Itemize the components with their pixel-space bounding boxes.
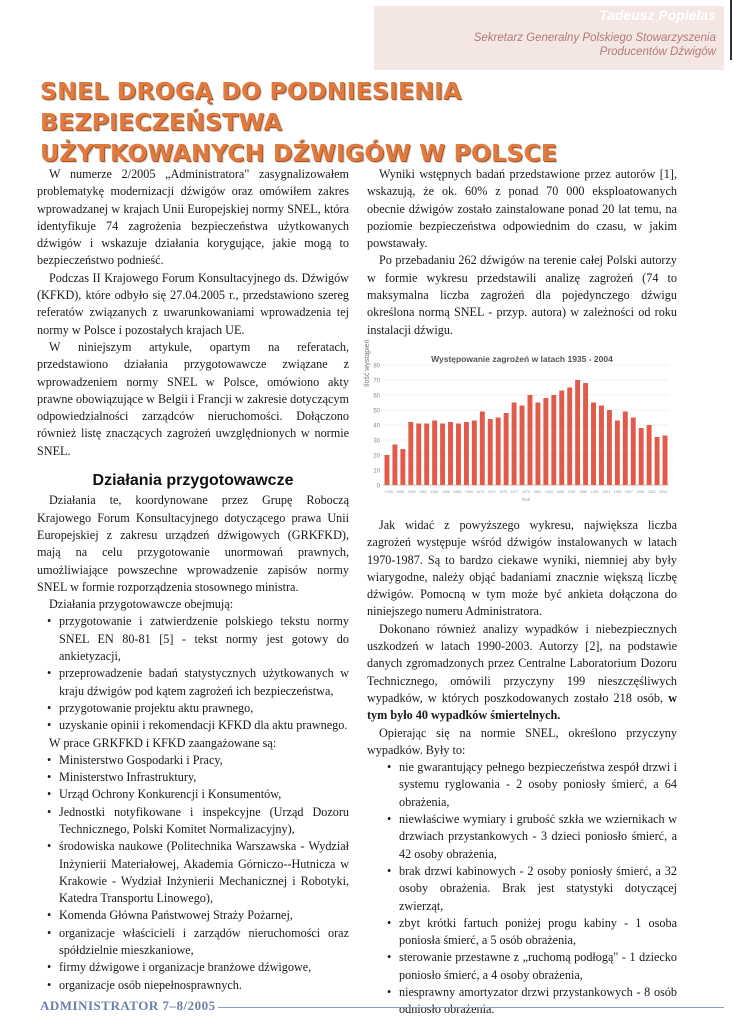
paragraph: Podczas II Krajowego Forum Konsultacyjnego ds. Dźwigów (KFKD), które odbyło się 27.04.2005 r., przedstawiono szereg referatów związanych z uwarunkowaniami wprowadzenia tej normy w Polsce i pozostałych krajach UE. — [37, 270, 349, 337]
chart-bar — [392, 444, 397, 485]
chart-x-tick-label: 1979 — [522, 489, 530, 494]
chart-x-tick-label: 1985 — [556, 489, 565, 494]
author-role-line1: Sekretarz Generalny Polskiego Stowarzyszenia — [473, 32, 716, 44]
chart-x-tick-label: 1966 — [441, 489, 450, 494]
article-title-line2: UŻYTKOWANYCH DŹWIGÓW W POLSCE — [40, 139, 558, 167]
paragraph: Wyniki wstępnych badań przedstawione przez autorów [1], wskazują, że ok. 60% z ponad 70 000 eksploatowanych obecnie dźwigów zostało zainstalowane ponad 20 lat temu, na poziomie bezpieczeństwa odpowiednim do czasu, w jakim powstawały. — [367, 167, 677, 251]
chart-bar — [647, 425, 652, 485]
chart-x-tick-label: 1991 — [590, 489, 599, 494]
chart-bar — [416, 423, 421, 485]
chart-y-tick-label: 40 — [373, 423, 380, 430]
chart-x-tick-label: 1999 — [636, 489, 645, 494]
author-role-line2: Producentów Dźwigów — [599, 46, 716, 58]
chart-bar — [464, 422, 469, 485]
chart-y-tick-label: 60 — [373, 393, 380, 400]
chart-x-tick-label: 1987 — [567, 489, 576, 494]
chart-x-tick-label: 1983 — [544, 489, 553, 494]
list-item: • Ministerstwo Infrastruktury, — [37, 769, 349, 786]
paragraph: Po przebadaniu 262 dźwigów na terenie całej Polski autorzy w formie wykresu przedstawili analizę zagrożeń (74 to maksymalna liczba zagrożeń dla pojedynczego dźwigu określona normą SNEL - przyp. autora) w zależności od roku instalacji dźwigu. — [367, 253, 677, 337]
paragraph: W prace GRKFKD i KFKD zaangażowane są: — [49, 735, 277, 750]
chart-x-tick-label: 1975 — [499, 489, 508, 494]
chart-bar — [623, 411, 628, 485]
list-item: • sterowanie przestawne z „ruchomą podłogą" - 1 dziecko poniosło śmierć, a 4 osoby obrażenia, — [377, 949, 677, 984]
paragraph: Działania przygotowawcze obejmują: — [49, 597, 234, 612]
chart-bar — [559, 390, 564, 485]
chart-bar — [663, 435, 668, 485]
chart-x-tick-label: 1977 — [510, 489, 519, 494]
chart-x-tick-label: 1971 — [476, 489, 485, 494]
chart-bar — [456, 423, 461, 485]
chart-x-tick-label: 1973 — [487, 489, 496, 494]
chart-bar — [400, 449, 405, 485]
page-edge-mark — [730, 0, 732, 60]
chart-y-tick-label: 70 — [373, 378, 380, 385]
fatal-accidents-emphasis: w tym było 40 wypadków śmiertelnych. — [367, 690, 677, 723]
chart-x-tick-label: 2004 — [659, 489, 668, 494]
chart-y-tick-label: 30 — [373, 438, 380, 445]
left-column — [37, 166, 349, 994]
list-item: • przeprowadzenie badań statystycznych użytkowanych w kraju dźwigów pod kątem zagrożeń ich bezpieczeństwa, — [37, 665, 349, 700]
chart-y-tick-label: 10 — [373, 468, 380, 475]
list-item: • niesprawny amortyzator drzwi przystankowych - 8 osób odniosło obrażenia. — [377, 984, 677, 1019]
chart-bar — [448, 422, 453, 485]
chart-bar — [520, 405, 525, 485]
chart-bar — [615, 420, 620, 485]
list-item: • uzyskanie opinii i rekomendacji KFKD dla aktu prawnego. — [37, 717, 349, 734]
chart-x-tick-label: 1995 — [613, 489, 622, 494]
chart-bar — [424, 423, 429, 485]
list-item: • brak drzwi kabinowych - 2 osoby poniosły śmierć, a 32 osoby obrażenia. Brak jest statystyki dotyczącej zwierząt, — [377, 863, 677, 915]
chart-x-tick-label: 1964 — [430, 489, 439, 494]
chart-bar — [543, 398, 548, 485]
chart-x-tick-label: 1959 — [407, 489, 416, 494]
chart-bar — [472, 420, 477, 485]
chart-title: Występowanie zagrożeń w latach 1935 - 2004 — [431, 353, 613, 364]
page-footer — [40, 998, 724, 1018]
right-column — [364, 166, 677, 1019]
chart-bar — [504, 413, 509, 485]
chart-y-tick-label: 0 — [376, 483, 380, 490]
chart-bar — [512, 402, 517, 485]
chart-x-tick-label: 1935 — [384, 489, 393, 494]
chart-bar — [408, 422, 413, 485]
paragraph: W numerze 2/2005 „Administratora" zasygnalizowałem problematykę modernizacji dźwigów oraz omówiłem zakres wprowadzanej w krajach Unii Europejskiej normy SNEL, która identyfikuje 74 zagrożenia bezpieczeństwa użytkowanych dźwigów i wskazuje działania korygujące, jakie mogą to bezpieczeństwo podnieść. — [37, 167, 349, 268]
chart-bar — [496, 417, 501, 485]
list-item: • przygotowanie projektu aktu prawnego, — [37, 700, 349, 717]
list-item: • przygotowanie i zatwierdzenie polskiego tekstu normy SNEL EN 80-81 [5] - tekst normy jest gotowy do ankietyzacji, — [37, 613, 349, 665]
article-title — [40, 76, 680, 169]
author-box — [374, 6, 724, 70]
paragraph: Opierając się na normie SNEL, określono przyczyny wypadków. Były to: — [367, 725, 677, 757]
chart-bar — [575, 380, 580, 485]
chart-bar — [567, 387, 572, 485]
paragraph: Jak widać z powyższego wykresu, największa liczba zagrożeń występuje wśród dźwigów instalowanych w latach 1970-1987. Są to bardzo ciekawe wyniki, niemniej aby były wiarygodne, należy objąć badaniami znacznie większą liczbę dźwigów. Pomocną w tym może być ankieta dołączona do niniejszego numeru Administratora. — [367, 517, 677, 619]
article-title-line1: SNEL DROGĄ DO PODNIESIENIA BEZPIECZEŃSTWA — [40, 77, 462, 136]
preparation-list — [37, 613, 349, 734]
chart-x-tick-label: 1956 — [396, 489, 405, 494]
chart-x-tick-label: 1989 — [579, 489, 588, 494]
footer-text: ADMINISTRATOR 7–8/2005 — [40, 998, 216, 1013]
list-item: • zbyt krótki fartuch poniżej progu kabiny - 1 osoba poniosła śmierć, a 5 osób obrażenia, — [377, 915, 677, 950]
chart-bar — [385, 455, 390, 485]
chart-x-tick-label: 1969 — [464, 489, 473, 494]
list-item: • nie gwarantujący pełnego bezpieczeństwa zespół drzwi i systemu ryglowania - 2 osoby poniosły śmierć, a 64 obrażenia, — [377, 759, 677, 811]
chart-bar — [488, 419, 493, 485]
chart-svg — [367, 347, 677, 507]
paragraph-text: Dokonano również analizy wypadków i niebezpiecznych uszkodzeń w latach 1990-2003. Autorzy [2], na podstawie danych zgromadzonych przez Centralne Laboratorium Dozoru Technicznego, omówili przyczyny 199 nieszczęśliwych wypadków, w których poszkodowanych zostało 218 osób, — [367, 621, 677, 705]
chart-bar — [607, 410, 612, 485]
list-item: • niewłaściwe wymiary i grubość szkła we wziernikach w drzwiach przystankowych - 3 dzieci poniosło śmierć, a 42 osoby obrażenia, — [377, 811, 677, 863]
chart-y-tick-label: 50 — [373, 408, 380, 415]
section-heading: Działania przygotowawcze — [92, 472, 294, 490]
list-item: • Komenda Główna Państwowej Straży Pożarnej, — [37, 907, 349, 924]
list-item: • organizacje osób niepełnosprawnych. — [37, 977, 349, 994]
chart-bar — [480, 411, 485, 485]
chart-x-tick-label: 1997 — [624, 489, 633, 494]
author-name: Tadeusz Popielas — [599, 7, 716, 23]
institutions-list — [37, 752, 349, 994]
chart-y-tick-label: 20 — [373, 453, 380, 460]
chart-bar — [551, 395, 556, 485]
chart-y-tick-label: 80 — [373, 363, 380, 370]
chart-bar — [432, 420, 437, 485]
paragraph: Działania te, koordynowane przez Grupę Roboczą Krajowego Forum Konsultacyjnego dotyczącego prawa Unii Europejskiej z zakresu urządzeń dźwigowych (GRKFKD), mają na celu przygotowanie unormowań prawnych, umożliwiające powszechne wprowadzenie zapisów normy SNEL w formie rozporządzenia stosownego ministra. — [37, 493, 349, 594]
chart-bar — [528, 395, 533, 485]
list-item: • Jednostki notyfikowane i inspekcyjne (Urząd Dozoru Technicznego, Polski Komitet Normalizacyjny), — [37, 804, 349, 839]
chart-bar — [535, 402, 540, 485]
chart-bar — [655, 437, 660, 485]
chart-x-label: Rok — [521, 496, 531, 502]
chart-y-label: Ilość wystąpień — [364, 339, 371, 387]
chart-x-tick-label: 1993 — [602, 489, 611, 494]
list-item: • firmy dźwigowe i organizacje branżowe dźwigowe, — [37, 959, 349, 976]
chart-bar — [440, 423, 445, 485]
chart-bar — [599, 405, 604, 485]
footer-rule — [218, 1007, 724, 1008]
paragraph: W niniejszym artykule, opartym na referatach, przedstawiono działania przygotowawcze związane z wprowadzeniem normy SNEL w Polsce, omówiono akty prawne obowiązujące w Belgii i Francji w zakresie dotyczącym odpowiedzialności zarządców nieruchomości. Dołączono również listę znaczących zagrożeń uwzględnionych w normie SNEL. — [37, 339, 349, 458]
chart-bar — [583, 383, 588, 485]
paragraph — [367, 621, 677, 725]
list-item: • Urząd Ochrony Konkurencji i Konsumentów, — [37, 786, 349, 803]
chart-bar — [591, 402, 596, 485]
chart-bar — [631, 417, 636, 485]
chart-x-tick-label: 1981 — [533, 489, 542, 494]
chart-x-tick-label: 2001 — [647, 489, 656, 494]
list-item: • środowiska naukowe (Politechnika Warszawska - Wydział Inżynierii Materiałowej, Akademia Górniczo--Hutnicza w Krakowie - Wydział Inżynierii Mechanicznej i Robotyki, Katedra Transportu Linowego), — [37, 838, 349, 907]
chart-x-tick-label: 1962 — [419, 489, 428, 494]
accident-causes-list — [367, 759, 677, 1018]
list-item: • organizacje właścicieli i zarządów nieruchomości oraz spółdzielnie mieszkaniowe, — [37, 925, 349, 960]
chart-bar — [639, 428, 644, 485]
hazards-chart — [364, 339, 677, 507]
chart-x-tick-label: 1968 — [453, 489, 462, 494]
list-item: • Ministerstwo Gospodarki i Pracy, — [37, 752, 349, 769]
